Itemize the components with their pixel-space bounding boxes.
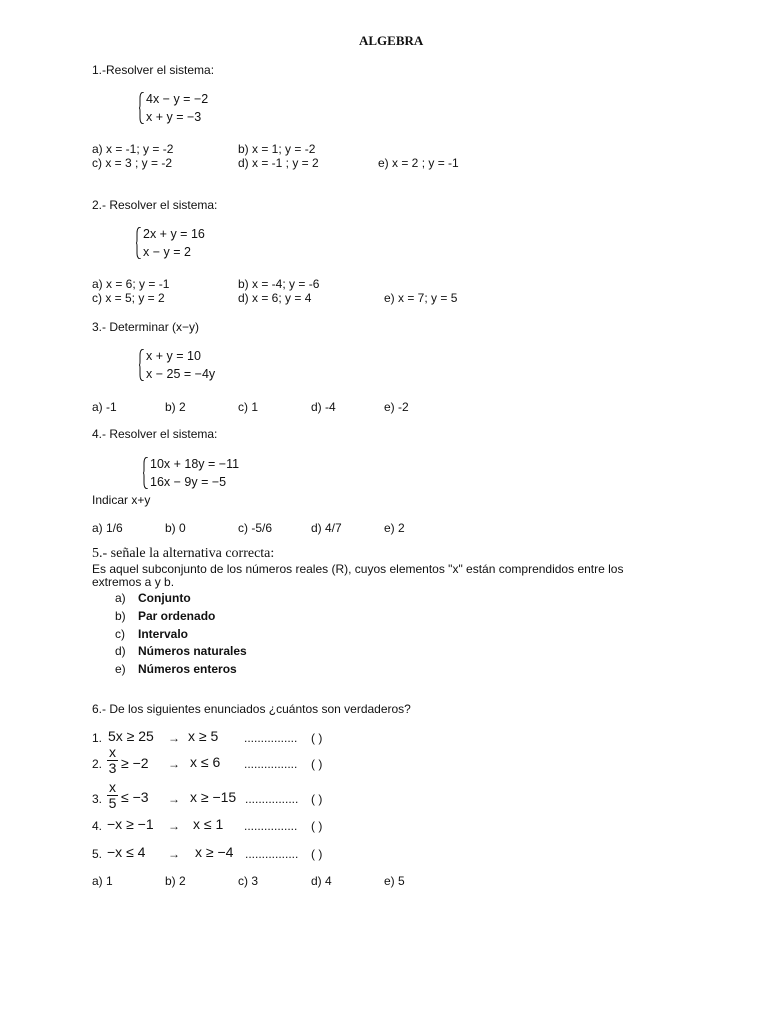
q6-item-answer-paren: ( ) (311, 792, 323, 806)
q6-item-dots: ................ (245, 847, 299, 861)
alternative-text: Intervalo (138, 627, 189, 641)
q6-option-e: e) 5 (384, 874, 405, 888)
q4-note: Indicar x+y (92, 493, 151, 507)
alternative-text: Números enteros (138, 662, 237, 676)
q5-alternative-e (115, 662, 237, 676)
alternative-text: Conjunto (138, 591, 191, 605)
q1-option-b: b) x = 1; y = -2 (238, 142, 316, 156)
page-title: ALGEBRA (359, 33, 424, 48)
q6-option-d: d) 4 (311, 874, 332, 888)
q6-item-number: 5. (92, 847, 103, 861)
q4-option-b: b) 0 (165, 521, 186, 535)
alternative-text: Par ordenado (138, 609, 216, 623)
alternative-letter: b) (115, 609, 126, 623)
q5-alternative-c (115, 627, 189, 641)
alternative-letter: a) (115, 591, 126, 605)
q6-prompt: 6.- De los siguientes enunciados ¿cuántos son verdaderos? (92, 702, 411, 716)
q1-option-e: e) x = 2 ; y = -1 (378, 156, 459, 170)
q1-option-c: c) x = 3 ; y = -2 (92, 156, 173, 170)
brace-icon (139, 349, 144, 381)
q6-option-a: a) 1 (92, 874, 113, 888)
q2-option-e: e) x = 7; y = 5 (384, 291, 458, 305)
q6-option-b: b) 2 (165, 874, 186, 888)
alternative-letter: e) (115, 662, 126, 676)
q5-alternative-d (115, 644, 247, 658)
alternative-letter: d) (115, 644, 126, 658)
q3-eq2: x − 25 = −4y (146, 367, 216, 381)
q3-option-b: b) 2 (165, 400, 186, 414)
q2-option-a: a) x = 6; y = -1 (92, 277, 170, 291)
q1-eq1: 4x − y = −2 (146, 92, 209, 106)
q6-item-right: x ≥ 5 (188, 728, 219, 744)
q6-item-left-rest: ≤ −3 (121, 789, 149, 805)
arrow-icon: → (168, 819, 180, 833)
q3-option-c: c) 1 (238, 400, 259, 414)
q6-item-left: −x ≤ 4 (107, 844, 146, 860)
q2-option-c: c) x = 5; y = 2 (92, 291, 165, 305)
q1-system (139, 90, 208, 126)
q5-prompt: 5.- señale la alternativa correcta: (92, 546, 275, 561)
q6-item-dots: ................ (244, 731, 298, 745)
q6-item-right: x ≥ −15 (190, 789, 237, 805)
q4-option-a: a) 1/6 (92, 521, 123, 535)
q6-item-right: x ≥ −4 (195, 844, 234, 860)
q4-eq1: 10x + 18y = −11 (150, 457, 240, 471)
q4-system (143, 455, 239, 491)
q1-option-d: d) x = -1 ; y = 2 (238, 156, 319, 170)
q6-item-right: x ≤ 6 (190, 754, 221, 770)
q2-system (136, 225, 205, 261)
fraction-denominator: 3 (108, 760, 117, 776)
brace-icon (136, 227, 141, 259)
q6-item-dots: ................ (245, 792, 299, 806)
q3-option-e: e) -2 (384, 400, 409, 414)
fraction-denominator: 5 (108, 795, 117, 811)
q4-prompt: 4.- Resolver el sistema: (92, 427, 218, 441)
alternative-text: Números naturales (138, 644, 247, 658)
q4-option-e: e) 2 (384, 521, 405, 535)
q4-option-d: d) 4/7 (311, 521, 342, 535)
q3-option-d: d) -4 (311, 400, 336, 414)
q3-eq1: x + y = 10 (146, 349, 201, 363)
q6-item-dots: ................ (244, 757, 298, 771)
q6-item-dots: ................ (244, 819, 298, 833)
arrow-icon: → (168, 731, 180, 745)
q6-item-answer-paren: ( ) (311, 847, 323, 861)
q4-eq2: 16x − 9y = −5 (150, 475, 227, 489)
q4-option-c: c) -5/6 (238, 521, 273, 535)
q6-item-fraction (107, 780, 118, 811)
q1-eq2: x + y = −3 (146, 110, 202, 124)
q5-alternative-b (115, 609, 216, 623)
arrow-icon: → (168, 792, 180, 806)
q3-option-a: a) -1 (92, 400, 117, 414)
q3-system (139, 347, 215, 383)
q2-eq2: x − y = 2 (143, 245, 191, 259)
q6-option-c: c) 3 (238, 874, 259, 888)
q3-prompt: 3.- Determinar (x−y) (92, 320, 200, 334)
q6-item-fraction (107, 745, 118, 776)
q6-item-number: 4. (92, 819, 103, 833)
arrow-icon: → (168, 757, 180, 771)
q6-item-number: 2. (92, 757, 103, 771)
arrow-icon: → (168, 847, 180, 861)
q6-item-answer-paren: ( ) (311, 731, 323, 745)
q2-option-d: d) x = 6; y = 4 (238, 291, 312, 305)
alternative-letter: c) (115, 627, 125, 641)
q2-prompt: 2.- Resolver el sistema: (92, 198, 218, 212)
q5-alternative-a (115, 591, 191, 605)
q6-item-answer-paren: ( ) (311, 757, 323, 771)
fraction-numerator: x (109, 744, 116, 760)
q6-item-left: 5x ≥ 25 (108, 728, 154, 744)
q6-item-answer-paren: ( ) (311, 819, 323, 833)
q6-item-number: 3. (92, 792, 103, 806)
q6-item-number: 1. (92, 731, 103, 745)
q6-item-left-rest: ≥ −2 (121, 755, 149, 771)
q2-eq1: 2x + y = 16 (143, 227, 205, 241)
q6-item-left: −x ≥ −1 (107, 816, 154, 832)
q1-prompt: 1.-Resolver el sistema: (92, 63, 215, 77)
q6-item-right: x ≤ 1 (193, 816, 224, 832)
q5-statement-line1: Es aquel subconjunto de los números reales (R), cuyos elementos "x" están comprendidos entre los (92, 562, 624, 576)
brace-icon (143, 457, 148, 489)
q5-statement-line2: extremos a y b. (92, 575, 175, 589)
brace-icon (139, 92, 144, 124)
fraction-numerator: x (109, 779, 116, 795)
q1-option-a: a) x = -1; y = -2 (92, 142, 174, 156)
q2-option-b: b) x = -4; y = -6 (238, 277, 320, 291)
